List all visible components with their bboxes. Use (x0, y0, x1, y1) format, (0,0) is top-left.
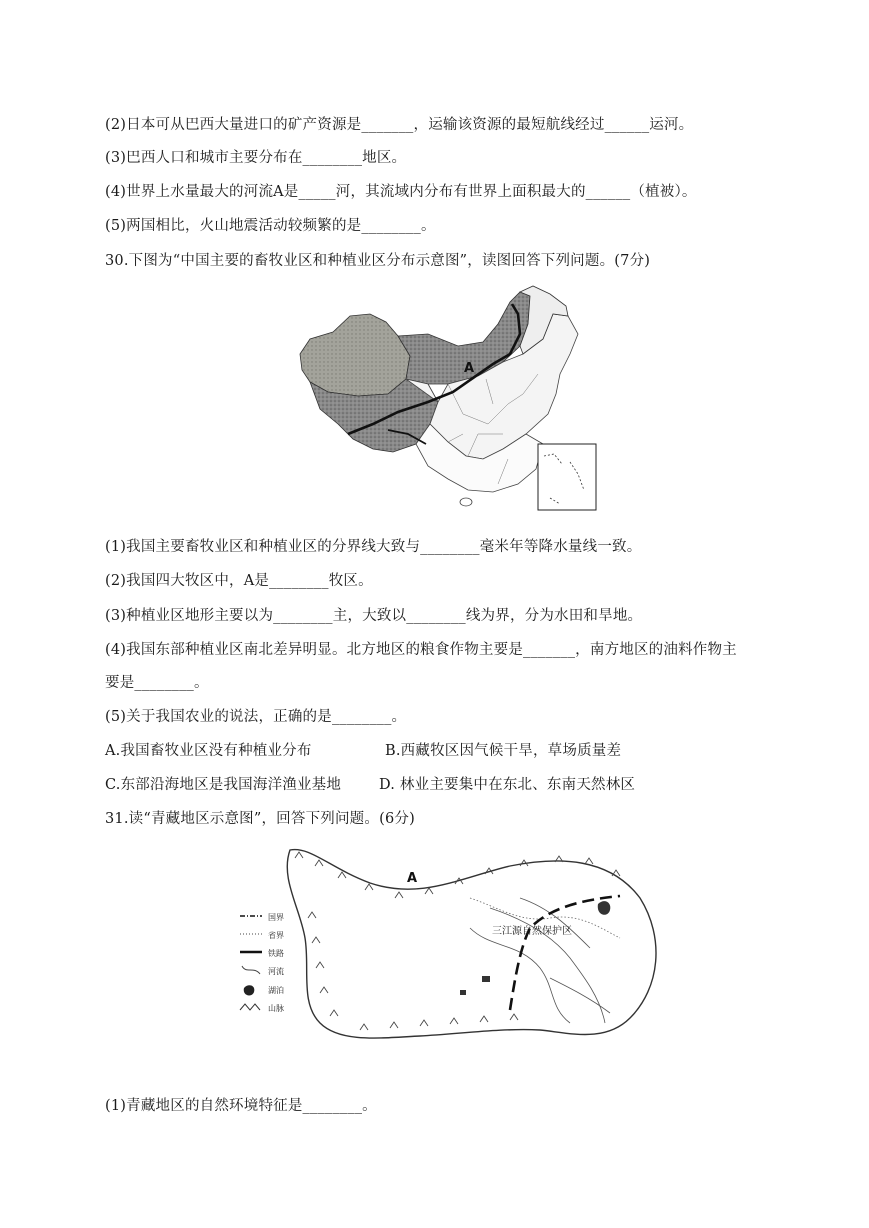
legend-label-0: 国界 (268, 913, 284, 922)
q30-title: 30.下图为“中国主要的畜牧业区和种植业区分布示意图”，读图回答下列问题。(7分) (105, 253, 651, 269)
q29-3-text: (3)巴西人口和城市主要分布在________地区。 (105, 150, 407, 166)
legend-label-1: 省界 (268, 931, 284, 940)
q30-3-text: (3)种植业区地形主要以为________主，大致以________线为界，分为水田和旱地。 (105, 608, 643, 624)
legend-label-2: 铁路 (268, 949, 284, 958)
q31-title: 31.读“青藏地区示意图”，回答下列问题。(6分) (105, 811, 415, 827)
region-outline (287, 850, 656, 1039)
option-b: B.西藏牧区因气候干旱，草场质量差 (385, 743, 622, 759)
legend-label-3: 河流 (268, 967, 284, 976)
south-china-sea-inset (538, 444, 596, 510)
q30-2-text: (2)我国四大牧区中，A是________牧区。 (105, 573, 373, 589)
reserve-label: 三江源自然保护区 (492, 926, 572, 937)
map-legend (240, 913, 284, 1013)
q30-1-text: (1)我国主要畜牧业区和种植业区的分界线大致与________毫米年等降水量线一致。 (105, 539, 642, 555)
china-agriculture-map (298, 284, 606, 516)
q30-5-text: (5)关于我国农业的说法，正确的是________。 (105, 709, 407, 725)
option-d: D. 林业主要集中在东北、东南天然林区 (379, 777, 636, 793)
lake-2 (482, 976, 490, 982)
lake-3 (460, 990, 466, 995)
legend-label-4: 湖泊 (268, 986, 284, 995)
option-a: A.我国畜牧业区没有种植业分布 (105, 743, 312, 759)
q29-2-text: (2)日本可从巴西大量进口的矿产资源是_______，运输该资源的最短航线经过______运河。 (105, 117, 694, 133)
hainan-island (460, 498, 472, 506)
qinghai-tibet-map (220, 838, 680, 1076)
legend-label-5: 山脉 (268, 1004, 284, 1013)
q31-1-text: (1)青藏地区的自然环境特征是________。 (105, 1098, 377, 1114)
q29-4-text: (4)世界上水量最大的河流A是_____河，其流域内分布有世界上面积最大的______（植被）。 (105, 184, 697, 200)
xinjiang-region (300, 314, 410, 396)
q30-4-text: (4)我国东部种植业区南北差异明显。北方地区的粮食作物主要是_______，南方地区的油料作物主 (105, 642, 737, 658)
option-c: C.东部沿海地区是我国海洋渔业基地 (105, 777, 342, 793)
q30-4-text-cont: 要是________。 (105, 675, 209, 691)
map2-label-a: A (407, 871, 418, 886)
q29-5-text: (5)两国相比，火山地震活动较频繁的是________。 (105, 218, 436, 234)
map1-label-a: A (464, 361, 475, 376)
